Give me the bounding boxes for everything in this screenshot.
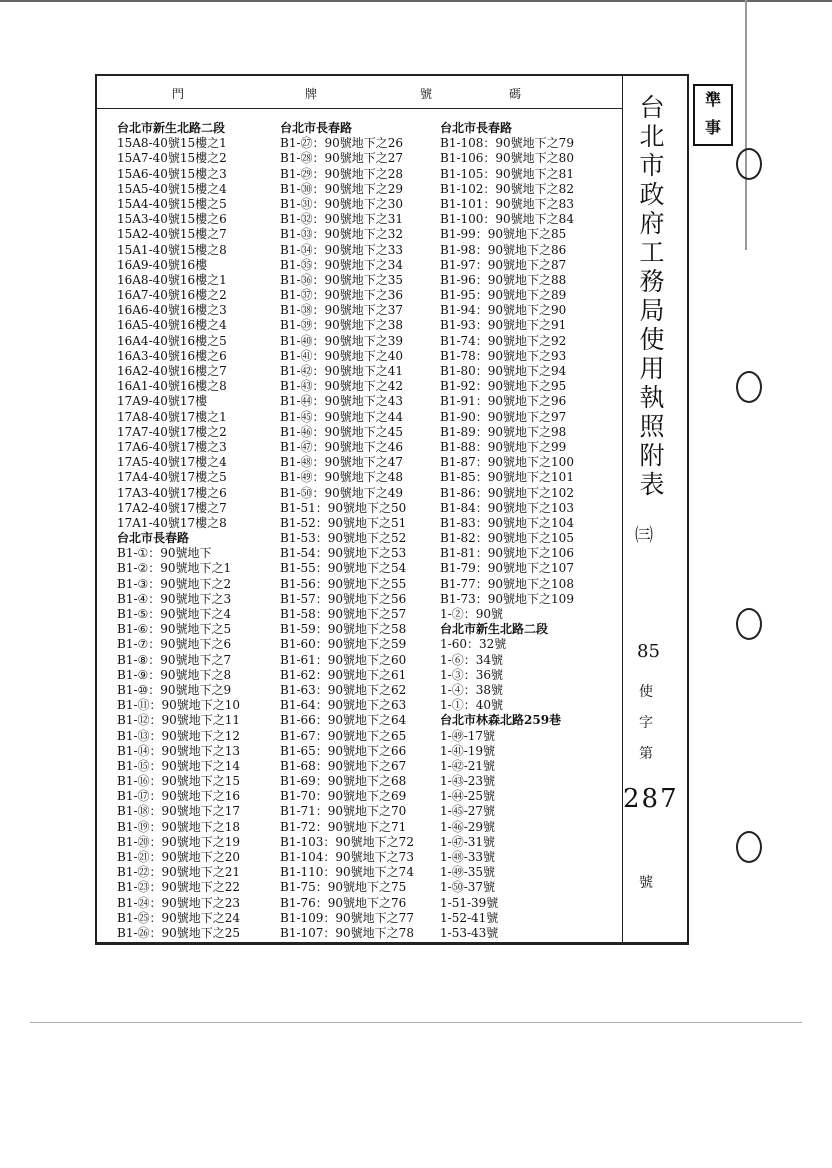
- address-entry: 1-㊺-27號: [440, 804, 496, 819]
- address-entry: 17A7-40號17樓之2: [117, 424, 227, 439]
- address-entry: B1-100：90號地下之84: [440, 212, 574, 227]
- address-entry: B1-96：90號地下之88: [440, 272, 567, 287]
- address-entry: B1-68：90號地下之67: [280, 758, 407, 773]
- license-title: 台北市政府工務局使用執照附表: [636, 94, 665, 500]
- address-entry: B1-74：90號地下之92: [440, 333, 567, 348]
- address-entry: 16A1-40號16樓之8: [117, 379, 227, 394]
- address-entry: 17A1-40號17樓之8: [117, 515, 227, 530]
- address-entry: B1-⑬：90號地下之12: [117, 728, 241, 743]
- address-entry: B1-⑦：90號地下之6: [117, 637, 232, 652]
- address-entry: B1-㊵：90號地下之39: [280, 333, 404, 348]
- address-entry: B1-64：90號地下之63: [280, 698, 407, 713]
- address-entry: 1-①：40號: [440, 698, 503, 713]
- address-entry: 1-㊸-23號: [440, 774, 496, 789]
- address-entry: B1-⑰：90號地下之16: [117, 789, 241, 804]
- address-entry: 15A3-40號15樓之6: [117, 212, 227, 227]
- address-column-1: [117, 121, 240, 941]
- address-entry: 16A3-40號16樓之6: [117, 348, 227, 363]
- address-entry: 1-㊾-35號: [440, 865, 496, 880]
- address-entry: B1-㊱：90號地下之35: [280, 272, 404, 287]
- address-entry: B1-㉕：90號地下之24: [117, 910, 241, 925]
- address-entry: 17A6-40號17樓之3: [117, 439, 227, 454]
- address-entry: B1-㉑：90號地下之20: [117, 850, 241, 864]
- address-entry: B1-70：90號地下之69: [280, 789, 407, 804]
- address-entry: B1-51：90號地下之50: [280, 500, 407, 515]
- appendix-marker: ㈢: [635, 525, 653, 546]
- address-entry: B1-82：90號地下之105: [440, 531, 574, 546]
- binding-hole: [736, 831, 762, 863]
- address-entry: B1-85：90號地下之101: [440, 470, 574, 485]
- header-char-4: 碼: [509, 87, 524, 101]
- address-entry: 1-㊶-19號: [440, 743, 496, 758]
- address-entry: B1-54：90號地下之53: [280, 546, 407, 561]
- street-heading: 台北市林森北路259巷: [440, 713, 562, 728]
- address-entry: B1-104：90號地下之73: [280, 850, 414, 864]
- address-entry: B1-㉓：90號地下之22: [117, 880, 241, 895]
- address-entry: B1-105：90號地下之81: [440, 166, 574, 181]
- license-number: 287: [623, 784, 679, 814]
- address-entry: B1-73：90號地下之109: [440, 591, 574, 606]
- address-entry: B1-㊻：90號地下之45: [280, 424, 404, 439]
- address-entry: B1-㉞：90號地下之33: [280, 242, 404, 257]
- address-entry: B1-58：90號地下之57: [280, 607, 407, 621]
- license-char-shi: 使: [639, 684, 653, 700]
- address-entry: B1-72：90號地下之71: [280, 819, 407, 834]
- address-entry: 15A8-40號15樓之1: [117, 136, 227, 151]
- address-entry: B1-⑯：90號地下之15: [117, 774, 241, 789]
- address-entry: B1-⑤：90號地下之4: [117, 607, 232, 621]
- page-margin-line: [30, 1022, 802, 1023]
- address-entry: B1-101：90號地下之83: [440, 196, 574, 211]
- address-entry: 15A4-40號15樓之5: [117, 196, 227, 211]
- address-entry: B1-69：90號地下之68: [280, 774, 407, 789]
- address-entry: B1-㊶：90號地下之40: [280, 348, 404, 363]
- address-entry: B1-97：90號地下之87: [440, 257, 567, 272]
- address-entry: 1-㊹-25號: [440, 789, 496, 804]
- address-entry: B1-⑧：90號地下之7: [117, 652, 232, 667]
- address-entry: B1-㊲：90號地下之36: [280, 288, 404, 303]
- address-entry: 1-㊼-31號: [440, 834, 496, 849]
- address-entry: B1-94：90號地下之90: [440, 303, 567, 318]
- address-entry: B1-110：90號地下之74: [280, 865, 414, 880]
- address-entry: B1-⑨：90號地下之8: [117, 667, 232, 682]
- address-entry: B1-53：90號地下之52: [280, 531, 407, 546]
- address-entry: B1-⑱：90號地下之17: [117, 804, 241, 819]
- address-entry: B1-㉘：90號地下之27: [280, 151, 404, 166]
- address-entry: B1-80：90號地下之94: [440, 364, 567, 378]
- address-entry: B1-88：90號地下之99: [440, 439, 567, 454]
- address-entry: B1-⑩：90號地下之9: [117, 682, 232, 697]
- address-entry: B1-㉙：90號地下之28: [280, 166, 404, 181]
- address-entry: B1-84：90號地下之103: [440, 500, 574, 515]
- address-entry: B1-㊳：90號地下之37: [280, 303, 404, 318]
- address-entry: 15A1-40號15樓之8: [117, 242, 227, 257]
- address-entry: B1-66：90號地下之64: [280, 713, 407, 728]
- stamp-bottom-text: 事: [704, 118, 721, 137]
- address-entry: B1-78：90號地下之93: [440, 348, 567, 363]
- street-heading: 台北市新生北路二段: [440, 622, 549, 637]
- address-entry: B1-98：90號地下之86: [440, 242, 567, 257]
- address-entry: B1-㉝：90號地下之32: [280, 227, 404, 242]
- address-entry: 17A3-40號17樓之6: [117, 485, 227, 500]
- address-entry: B1-79：90號地下之107: [440, 561, 574, 576]
- address-entry: 1-㊿-37號: [440, 880, 496, 895]
- address-entry: 1-㊻-29號: [440, 819, 496, 834]
- address-entry: B1-㉗：90號地下之26: [280, 136, 404, 151]
- binding-hole: [736, 371, 762, 403]
- address-entry: 17A4-40號17樓之5: [117, 470, 227, 485]
- binding-hole: [736, 608, 762, 640]
- address-entry: B1-95：90號地下之89: [440, 288, 567, 303]
- address-entry: 15A6-40號15樓之3: [117, 166, 227, 181]
- address-entry: B1-㉚：90號地下之29: [280, 181, 404, 196]
- address-entry: B1-99：90號地下之85: [440, 227, 567, 242]
- address-entry: B1-③：90號地下之2: [117, 576, 232, 591]
- address-entry: B1-㉟：90號地下之34: [280, 257, 404, 272]
- address-entry: B1-55：90號地下之54: [280, 561, 407, 576]
- address-entry: B1-⑥：90號地下之5: [117, 622, 232, 637]
- address-entry: B1-62：90號地下之61: [280, 667, 407, 682]
- address-entry: 16A5-40號16樓之4: [117, 318, 227, 333]
- address-entry: B1-⑮：90號地下之14: [117, 758, 241, 773]
- address-entry: 1-52-41號: [440, 910, 499, 925]
- address-entry: B1-①：90號地下: [117, 546, 212, 561]
- address-entry: 15A5-40號15樓之4: [117, 181, 227, 196]
- address-entry: B1-75：90號地下之75: [280, 880, 407, 895]
- address-entry: 16A6-40號16樓之3: [117, 303, 227, 318]
- address-entry: B1-61：90號地下之60: [280, 652, 407, 667]
- binding-hole: [736, 148, 762, 180]
- address-entry: 1-60：32號: [440, 637, 507, 652]
- address-entry: B1-65：90號地下之66: [280, 743, 407, 758]
- address-entry: B1-108：90號地下之79: [440, 136, 574, 151]
- address-entry: 16A4-40號16樓之5: [117, 333, 227, 348]
- address-entry: B1-㊼：90號地下之46: [280, 439, 404, 454]
- address-entry: 15A7-40號15樓之2: [117, 151, 227, 166]
- header-char-3: 號: [420, 87, 435, 101]
- address-entry: 1-51-39號: [440, 895, 499, 910]
- address-table: [95, 74, 689, 945]
- address-entry: B1-56：90號地下之55: [280, 576, 407, 591]
- address-entry: B1-60：90號地下之59: [280, 637, 407, 652]
- address-entry: 16A8-40號16樓之1: [117, 272, 227, 287]
- address-entry: B1-81：90號地下之106: [440, 546, 574, 561]
- address-entry: B1-㊴：90號地下之38: [280, 318, 404, 333]
- page-top-edge: [0, 0, 832, 2]
- address-entry: B1-④：90號地下之3: [117, 591, 232, 606]
- address-entry: 1-㊷-21號: [440, 758, 496, 773]
- address-entry: B1-⑳：90號地下之19: [117, 834, 241, 849]
- address-entry: 16A9-40號16樓: [117, 257, 208, 272]
- address-entry: 17A5-40號17樓之4: [117, 455, 227, 470]
- address-entry: 1-㊽-33號: [440, 850, 496, 864]
- address-entry: 17A9-40號17樓: [117, 394, 208, 409]
- address-entry: 1-53-43號: [440, 925, 499, 940]
- address-entry: B1-㊽：90號地下之47: [280, 455, 404, 470]
- address-entry: B1-106：90號地下之80: [440, 151, 574, 166]
- street-heading: 台北市長春路: [117, 531, 190, 546]
- address-entry: B1-㊾：90號地下之48: [280, 470, 404, 485]
- address-entry: B1-107：90號地下之78: [280, 925, 414, 940]
- address-entry: B1-83：90號地下之104: [440, 515, 574, 530]
- address-column-2: [280, 121, 414, 941]
- address-entry: B1-⑪：90號地下之10: [117, 698, 241, 713]
- table-header: [97, 76, 622, 109]
- address-entry: B1-91：90號地下之96: [440, 394, 567, 409]
- license-year: 85: [637, 641, 660, 662]
- address-entry: B1-63：90號地下之62: [280, 682, 407, 697]
- address-entry: 1-㊾-17號: [440, 728, 496, 743]
- address-entry: B1-⑲：90號地下之18: [117, 819, 241, 834]
- address-entry: 17A2-40號17樓之7: [117, 500, 227, 515]
- address-entry: B1-㊹：90號地下之43: [280, 394, 404, 409]
- address-entry: B1-㊷：90號地下之41: [280, 364, 404, 378]
- header-char-2: 牌: [305, 87, 320, 101]
- street-heading: 台北市長春路: [440, 121, 513, 135]
- address-entry: B1-103：90號地下之72: [280, 834, 414, 849]
- address-entry: B1-㉔：90號地下之23: [117, 895, 241, 910]
- address-column-3: [440, 121, 574, 941]
- address-entry: 1-④：38號: [440, 682, 503, 697]
- address-entry: B1-90：90號地下之97: [440, 409, 567, 424]
- address-entry: B1-㊸：90號地下之42: [280, 379, 404, 394]
- address-entry: B1-86：90號地下之102: [440, 485, 574, 500]
- address-entry: B1-59：90號地下之58: [280, 622, 407, 637]
- address-entry: B1-87：90號地下之100: [440, 455, 574, 470]
- address-entry: 1-②：90號: [440, 607, 503, 621]
- stamp-top-text: 準: [704, 90, 721, 109]
- address-entry: B1-109：90號地下之77: [280, 910, 414, 925]
- address-entry: 17A8-40號17樓之1: [117, 409, 227, 424]
- address-entry: B1-102：90號地下之82: [440, 181, 574, 196]
- address-entry: B1-㉖：90號地下之25: [117, 925, 241, 940]
- address-entry: 16A7-40號16樓之2: [117, 288, 227, 303]
- address-entry: B1-㉒：90號地下之21: [117, 865, 241, 880]
- address-entry: 1-⑥：34號: [440, 652, 503, 667]
- address-entry: B1-76：90號地下之76: [280, 895, 407, 910]
- header-char-1: 門: [172, 87, 187, 101]
- address-entry: B1-㉛：90號地下之30: [280, 196, 404, 211]
- address-entry: 16A2-40號16樓之7: [117, 364, 227, 378]
- address-entry: B1-㊺：90號地下之44: [280, 409, 404, 424]
- address-entry: B1-⑭：90號地下之13: [117, 743, 241, 758]
- address-entry: B1-⑫：90號地下之11: [117, 713, 241, 728]
- page-right-edge: [745, 0, 747, 250]
- license-char-zi: 字: [639, 715, 653, 731]
- address-entry: B1-89：90號地下之98: [440, 424, 567, 439]
- address-entry: 15A2-40號15樓之7: [117, 227, 227, 242]
- license-sidebar: [622, 76, 688, 942]
- address-entry: B1-52：90號地下之51: [280, 515, 407, 530]
- address-entry: B1-77：90號地下之108: [440, 576, 574, 591]
- street-heading: 台北市長春路: [280, 121, 353, 135]
- address-entry: B1-67：90號地下之65: [280, 728, 407, 743]
- license-char-hao: 號: [639, 875, 653, 891]
- street-heading: 台北市新生北路二段: [117, 121, 226, 135]
- approval-stamp: [693, 84, 733, 146]
- address-entry: B1-92：90號地下之95: [440, 379, 567, 394]
- license-char-di: 第: [639, 746, 653, 762]
- address-entry: B1-㊿：90號地下之49: [280, 485, 404, 500]
- address-entry: B1-57：90號地下之56: [280, 591, 407, 606]
- address-entry: B1-②：90號地下之1: [117, 561, 232, 576]
- address-entry: B1-71：90號地下之70: [280, 804, 407, 819]
- address-entry: 1-③：36號: [440, 667, 503, 682]
- address-entry: B1-93：90號地下之91: [440, 318, 567, 333]
- address-entry: B1-㉜：90號地下之31: [280, 212, 404, 227]
